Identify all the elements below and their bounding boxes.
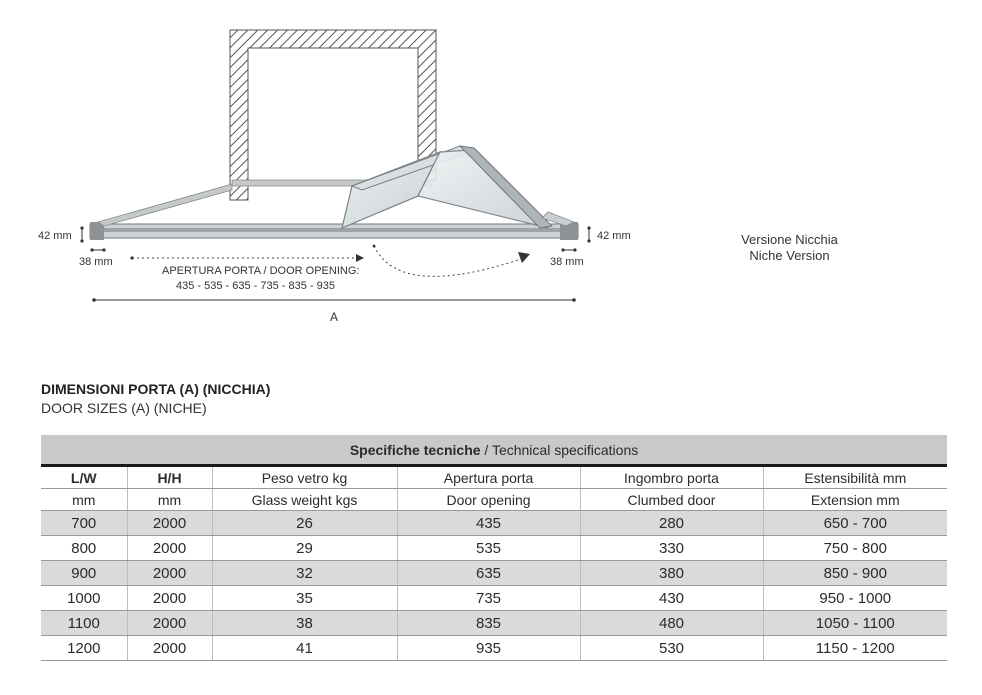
table-row: [41, 536, 947, 561]
table-header-row: [41, 466, 947, 489]
dimension-38-right: [550, 248, 584, 268]
label-38-right: 38 mm: [550, 256, 584, 268]
cell-door-opening: 835: [397, 611, 580, 636]
cell-extension: 1150 - 1200: [763, 636, 947, 661]
header-cell: Apertura porta: [397, 466, 580, 489]
cell-clumbed-door: 530: [580, 636, 763, 661]
cell-width: 900: [41, 561, 127, 586]
cell-glass-weight: 29: [212, 536, 397, 561]
table-row: [41, 561, 947, 586]
cell-height: 2000: [127, 561, 212, 586]
table-row: [41, 511, 947, 536]
cell-height: 2000: [127, 586, 212, 611]
cell-glass-weight: 41: [212, 636, 397, 661]
cell-glass-weight: 26: [212, 511, 397, 536]
table-caption-bold: Specifiche tecniche: [349, 441, 481, 458]
dimension-42-left: [38, 226, 84, 242]
cell-door-opening: 435: [397, 511, 580, 536]
table-caption: [41, 435, 947, 466]
swing-arc: [373, 245, 530, 277]
door-opening-values: 435 - 535 - 635 - 735 - 835 - 935: [176, 280, 335, 292]
table-subheader-row: [41, 489, 947, 511]
subheader-cell: Extension mm: [763, 489, 947, 511]
folding-door-panels: [342, 146, 574, 228]
table-row: [41, 611, 947, 636]
dimension-38-left: [79, 248, 113, 268]
cell-extension: 750 - 800: [763, 536, 947, 561]
cell-width: 700: [41, 511, 127, 536]
label-42-left: 42 mm: [38, 230, 72, 242]
version-caption: [712, 232, 867, 264]
cell-height: 2000: [127, 511, 212, 536]
cell-width: 800: [41, 536, 127, 561]
table-row: [41, 636, 947, 661]
dimension-a: [92, 298, 576, 324]
header-cell: H/H: [127, 466, 212, 489]
subheader-cell: mm: [41, 489, 127, 511]
subheader-cell: mm: [127, 489, 212, 511]
cell-height: 2000: [127, 611, 212, 636]
cell-door-opening: 735: [397, 586, 580, 611]
door-opening-dimension: [130, 254, 364, 292]
version-english: Niche Version: [749, 248, 830, 263]
cell-width: 1000: [41, 586, 127, 611]
cell-clumbed-door: 480: [580, 611, 763, 636]
label-a: A: [330, 310, 339, 324]
cell-height: 2000: [127, 636, 212, 661]
section-subtitle: DOOR SIZES (A) (NICHE): [41, 400, 207, 416]
header-cell: L/W: [41, 466, 127, 489]
door-opening-label: APERTURA PORTA / DOOR OPENING:: [162, 265, 360, 277]
door-frame: [90, 222, 578, 240]
cell-clumbed-door: 280: [580, 511, 763, 536]
cell-height: 2000: [127, 536, 212, 561]
cell-clumbed-door: 330: [580, 536, 763, 561]
cell-glass-weight: 38: [212, 611, 397, 636]
cell-extension: 650 - 700: [763, 511, 947, 536]
table-caption-rest: / Technical specifications: [480, 441, 639, 458]
cell-clumbed-door: 430: [580, 586, 763, 611]
version-italian: Versione Nicchia: [741, 232, 838, 247]
cell-width: 1100: [41, 611, 127, 636]
door-diagram: [0, 0, 982, 340]
cell-glass-weight: 32: [212, 561, 397, 586]
table-row: [41, 586, 947, 611]
subheader-cell: Clumbed door: [580, 489, 763, 511]
specifications-table: [41, 435, 947, 661]
header-cell: Ingombro porta: [580, 466, 763, 489]
header-cell: Peso vetro kg: [212, 466, 397, 489]
cell-clumbed-door: 380: [580, 561, 763, 586]
cell-door-opening: 935: [397, 636, 580, 661]
cell-door-opening: 635: [397, 561, 580, 586]
cell-extension: 1050 - 1100: [763, 611, 947, 636]
cell-door-opening: 535: [397, 536, 580, 561]
subheader-cell: Glass weight kgs: [212, 489, 397, 511]
header-cell: Estensibilità mm: [763, 466, 947, 489]
cell-width: 1200: [41, 636, 127, 661]
dimension-42-right: [587, 226, 630, 242]
subheader-cell: Door opening: [397, 489, 580, 511]
section-title: DIMENSIONI PORTA (A) (NICCHIA): [41, 381, 271, 397]
label-42-right: 42 mm: [597, 230, 631, 242]
cell-extension: 850 - 900: [763, 561, 947, 586]
cell-extension: 950 - 1000: [763, 586, 947, 611]
label-38-left: 38 mm: [79, 256, 113, 268]
cell-glass-weight: 35: [212, 586, 397, 611]
